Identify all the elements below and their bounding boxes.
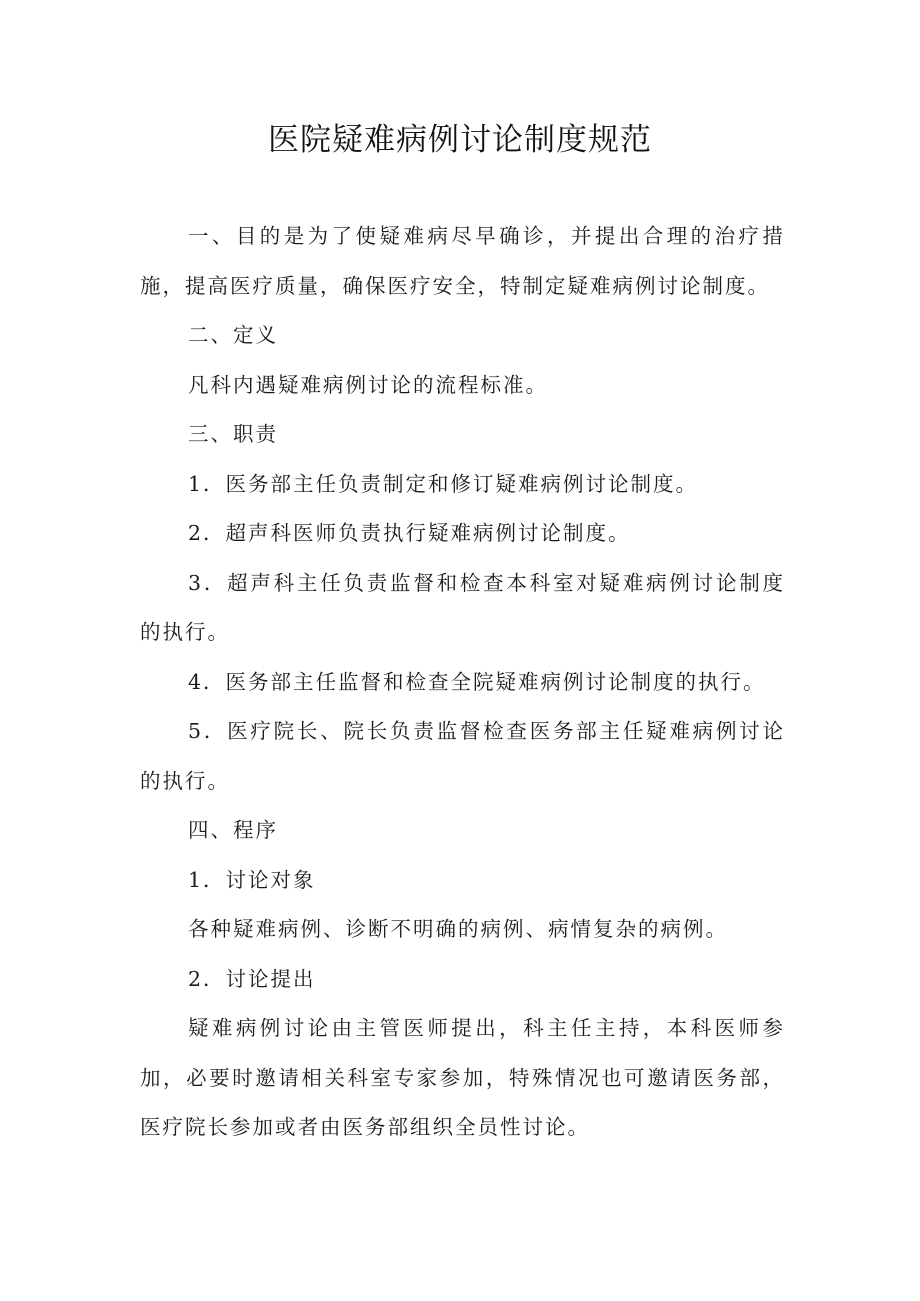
list-item-responsibility-5: 5．医疗院长、院长负责监督检查医务部主任疑难病例讨论的执行。 — [140, 719, 785, 793]
section-heading-procedure: 四、程序 — [188, 818, 278, 842]
subheading-discussion-proposal: 2．讨论提出 — [188, 966, 316, 991]
paragraph-discussion-proposal: 疑难病例讨论由主管医师提出，科主任主持，本科医师参加，必要时邀请相关科室专家参加，特殊情况也可邀请医务部，医疗院长参加或者由医务部组织全员性讨论。 — [140, 1016, 785, 1139]
document-title: 医院疑难病例讨论制度规范 — [268, 122, 652, 158]
subheading-discussion-subject: 1．讨论对象 — [188, 867, 316, 892]
list-item-responsibility-4: 4．医务部主任监督和检查全院疑难病例讨论制度的执行。 — [188, 669, 766, 694]
list-item-responsibility-2: 2．超声科医师负责执行疑难病例讨论制度。 — [188, 521, 631, 545]
list-item-responsibility-1: 1．医务部主任负责制定和修订疑难病例讨论制度。 — [188, 471, 699, 496]
list-item-responsibility-3: 3．超声科主任负责监督和检查本科室对疑难病例讨论制度的执行。 — [140, 570, 785, 644]
paragraph-purpose: 一、目的是为了使疑难病尽早确诊，并提出合理的治疗措施，提高医疗质量，确保医疗安全，特制定疑难病例讨论制度。 — [140, 224, 785, 298]
paragraph-definition: 凡科内遇疑难病例讨论的流程标准。 — [188, 372, 548, 397]
paragraph-discussion-subject: 各种疑难病例、诊断不明确的病例、病情复杂的病例。 — [188, 917, 728, 941]
section-heading-definition: 二、定义 — [188, 323, 278, 347]
section-heading-responsibilities: 三、职责 — [188, 422, 278, 446]
document-body — [140, 212, 785, 1153]
